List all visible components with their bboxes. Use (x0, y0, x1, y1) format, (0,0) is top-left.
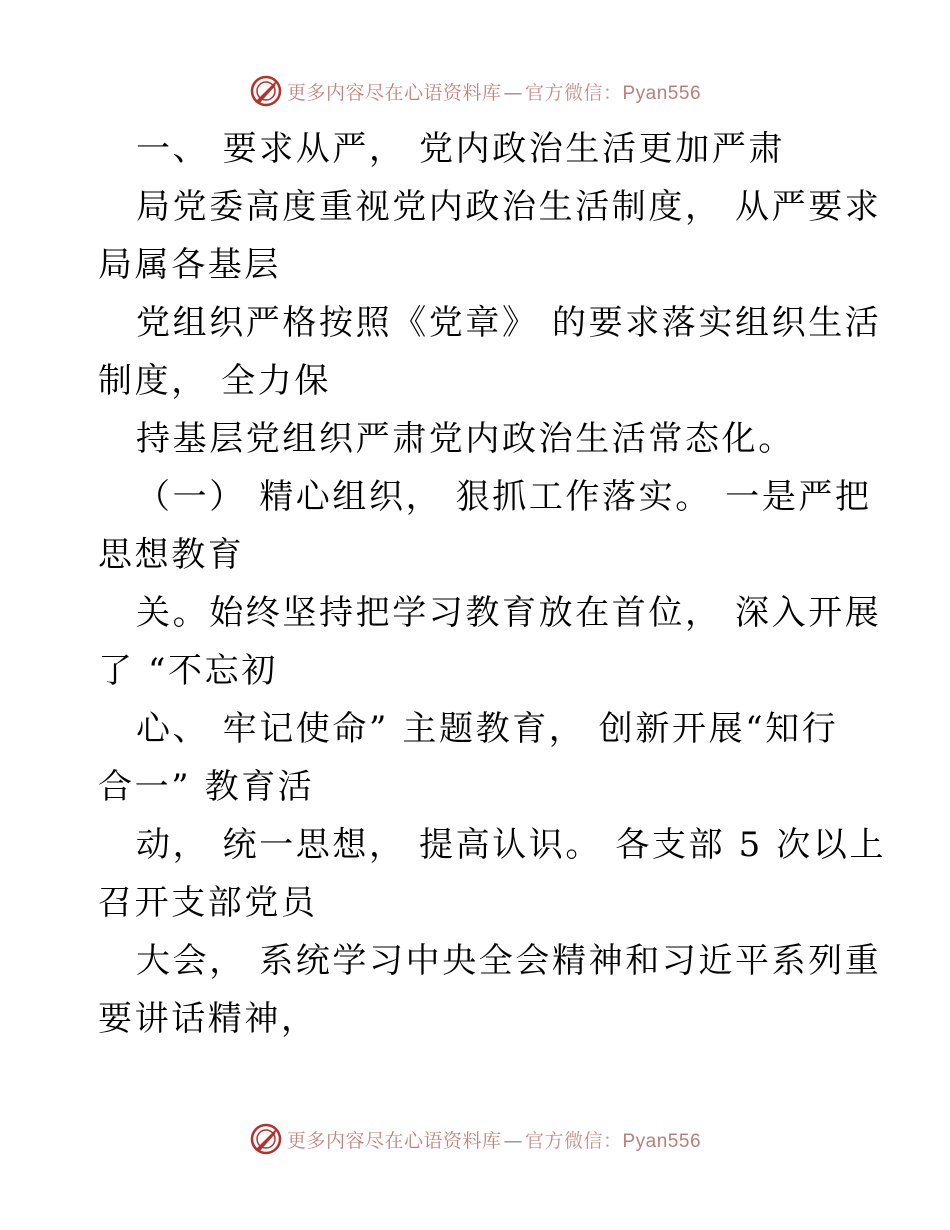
text-line: （一） 精心组织， 狠抓工作落实。 一是严把 (136, 477, 872, 517)
text-line: 局属各基层 (98, 245, 281, 285)
text-line: 一、 要求从严， 党内政治生活更加严肃 (136, 129, 786, 169)
logo-icon (249, 74, 283, 108)
watermark-dash: — (503, 81, 523, 104)
text-line: 了 “不忘初 (98, 651, 278, 691)
watermark-contact-label: 官方微信： (524, 81, 623, 104)
text-line: 关。始终坚持把学习教育放在首位， 深入开展 (136, 593, 882, 633)
text-line: 党组织严格按照《党章》 的要求落实组织生活 (136, 303, 882, 343)
text-line: 持基层党组织严肃党内政治生活常态化。 (136, 419, 795, 459)
watermark-wechat-id: Pyan556 (622, 1130, 702, 1152)
text-line: 局党委高度重视党内政治生活制度， 从严要求 (136, 187, 882, 227)
watermark-brand: 更多内容尽在心语资料库 (286, 81, 502, 104)
text-line: 动， 统一思想， 提高认识。 各支部 5 次以上 (136, 825, 887, 865)
text-line: 要讲话精神， (98, 999, 318, 1039)
watermark-brand: 更多内容尽在心语资料库 (286, 1129, 502, 1152)
watermark-dash: — (503, 1129, 523, 1152)
watermark-contact-label: 官方微信： (524, 1129, 623, 1152)
footer-watermark (0, 1119, 950, 1159)
text-line: 心、 牢记使命” 主题教育， 创新开展“知行 (136, 709, 839, 749)
logo-icon (249, 1122, 283, 1156)
text-line: 制度， 全力保 (98, 361, 332, 401)
text-line: 大会， 系统学习中央全会精神和习近平系列重 (136, 941, 882, 981)
header-watermark (0, 71, 950, 111)
watermark-wechat-id: Pyan556 (622, 82, 702, 104)
text-line: 召开支部党员 (98, 883, 318, 923)
text-line: 合一” 教育活 (98, 767, 315, 807)
text-line: 思想教育 (98, 535, 245, 575)
document-body (98, 120, 887, 1048)
